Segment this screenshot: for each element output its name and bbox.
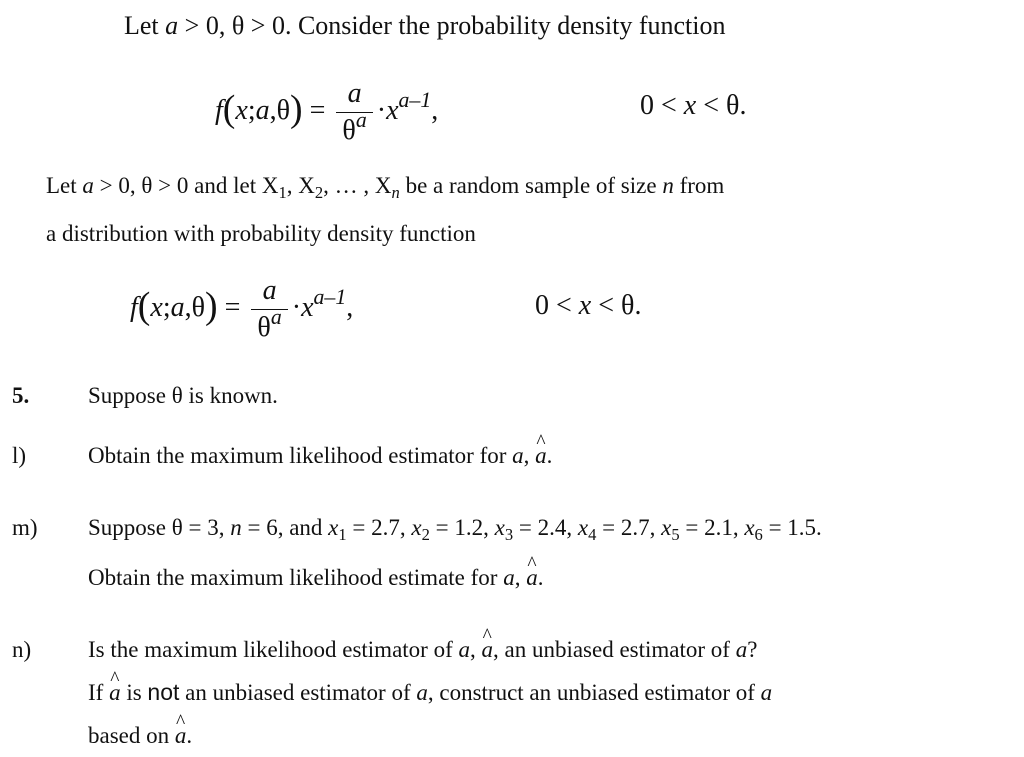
intro-lead: Let <box>124 11 159 40</box>
part-n-not: not <box>147 679 180 705</box>
problem-text-b: is known. <box>188 383 278 408</box>
part-n-text-line-1: Is the maximum likelihood estimator of a, ^ a, an unbiased estimator of a? <box>88 638 757 661</box>
part-m-suppose: Suppose <box>88 515 166 540</box>
density-domain-1: 0 < x < θ. <box>640 90 747 121</box>
part-n-if: If <box>88 680 104 705</box>
fraction-denominator-base: θ <box>257 312 271 343</box>
setup-line-1: Let a > 0, θ > 0 and let $X_1$, $X_2$, … , $X_n$ be a random sample of size n from <box>46 173 725 203</box>
problem-text: Suppose θ is known. <box>88 383 278 408</box>
setup-from: from <box>679 173 725 198</box>
part-n-text-a: Is the maximum likelihood estimator of <box>88 637 453 662</box>
setup-line-2: a distribution with probability density function <box>46 221 476 246</box>
power-base: x <box>386 94 399 126</box>
density-domain-2: 0 < x < θ. <box>535 290 642 321</box>
fraction-denominator-exp: a <box>270 305 282 329</box>
fraction-numerator: a <box>347 78 362 109</box>
part-n-text-line-2: If ^ a is not an unbiased estimator of a, construct an unbiased estimator of a <box>88 681 772 704</box>
setup-and: and let <box>194 173 257 198</box>
setup-tail: be a random sample of size <box>405 173 657 198</box>
domain-right: < θ. <box>598 290 642 321</box>
domain-right: < θ. <box>703 90 747 121</box>
power-exp: a–1 <box>313 284 347 309</box>
part-m-label: m) <box>12 515 38 540</box>
part-l-text: Obtain the maximum likelihood estimator for a, ^ a. <box>88 444 552 467</box>
sample-sub-2: 2 <box>314 183 324 203</box>
fraction-denominator-exp: a <box>355 108 367 132</box>
part-n-label: n) <box>12 637 32 662</box>
density-formula-1: f(x;a,θ) = $\frac{a}{\theta^a}$ $\cdot x^{a-1}$, <box>215 78 439 146</box>
problem-text-a: Suppose <box>88 383 166 408</box>
intro-line: Let a > 0, θ > 0. Consider the probability density function <box>124 11 726 40</box>
fraction-1 <box>336 80 372 145</box>
domain-left: 0 < <box>640 90 677 121</box>
part-l-body: Obtain the maximum likelihood estimator for <box>88 443 507 468</box>
sample-ellipsis: … <box>334 173 358 198</box>
sample-var-n: X <box>374 173 392 198</box>
part-n-text-b2: an unbiased estimator of <box>185 680 411 705</box>
part-m-body: Obtain the maximum likelihood estimate for <box>88 565 498 590</box>
fraction-numerator: a <box>262 275 277 306</box>
sample-var-1: X <box>261 173 279 198</box>
problem-number: 5. <box>12 383 30 408</box>
sample-var-2: X <box>298 173 315 198</box>
fraction-denominator-base: θ <box>342 115 356 146</box>
part-m-text-line-1: Suppose θ = 3, n = 6, and $x_1 = 2.7$, $x_2 = 1.2$, $x_3 = 2.4$, $x_4 = 2.7$, $x_5 = 2.1$, $x_6 = 1.5$. <box>88 515 822 545</box>
sample-sub-1: 1 <box>278 183 287 203</box>
intro-tail: Consider the probability density function <box>297 11 726 40</box>
part-l-label: l) <box>12 443 27 468</box>
part-n-text-a2: an unbiased estimator of <box>504 637 730 662</box>
part-m-text-line-2: Obtain the maximum likelihood estimate for a, ^ a. <box>88 566 543 589</box>
power-base: x <box>301 291 314 323</box>
part-n-text-line-3: based on ^ a. <box>88 724 192 747</box>
part-n-based-on: based on <box>88 723 170 748</box>
density-formula-2: f(x;a,θ) = $\frac{a}{\theta^a}$ $\cdot x^{a-1}$, <box>130 275 354 343</box>
part-n-text-b3: construct an unbiased estimator of <box>439 680 755 705</box>
fraction-2 <box>251 277 287 342</box>
sample-sub-n: n <box>391 183 400 203</box>
domain-left: 0 < <box>535 290 572 321</box>
setup-lead: Let <box>46 173 77 198</box>
power-exp: a–1 <box>398 87 432 112</box>
